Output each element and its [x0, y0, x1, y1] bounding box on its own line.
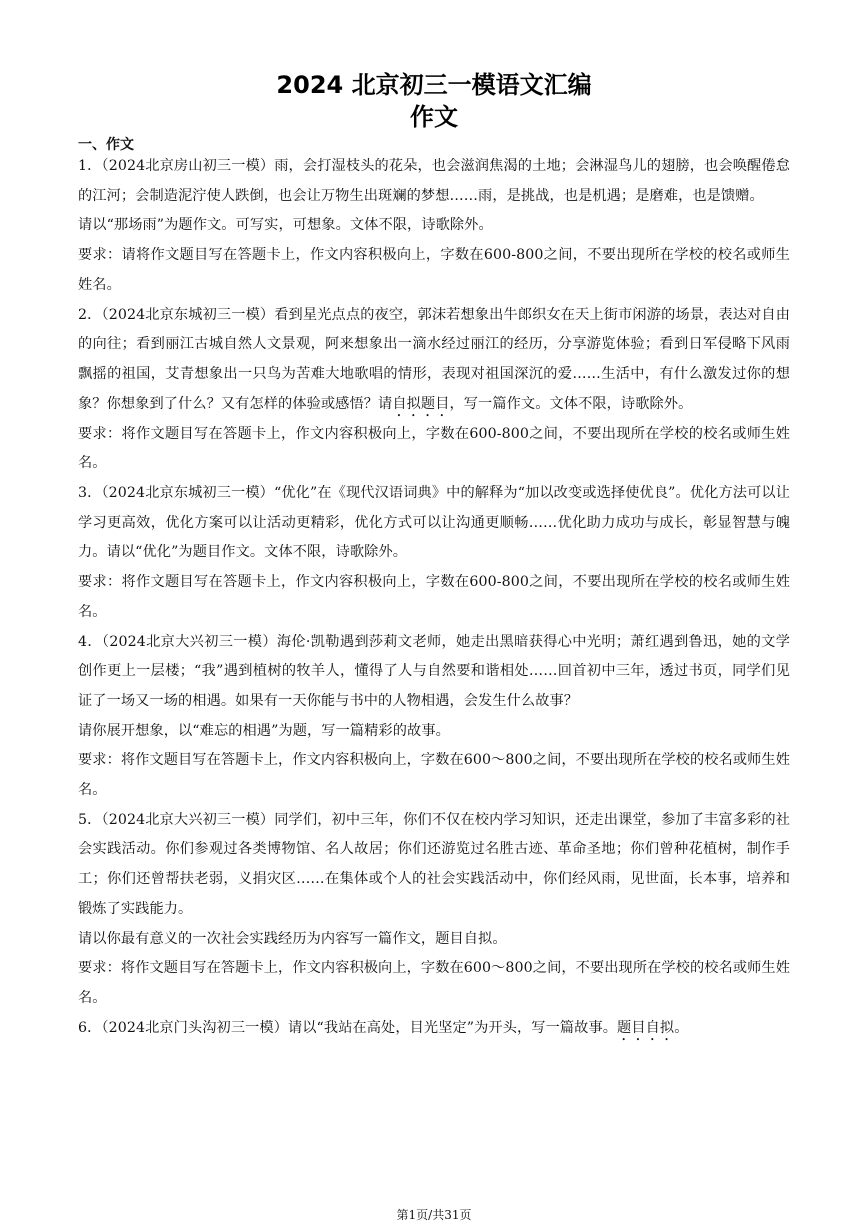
q6-intro-tail: 。 — [674, 1019, 689, 1036]
q1-prompt: 请以“那场雨”为题作文。可写实，可想象。文体不限，诗歌除外。 — [78, 217, 493, 234]
q3-intro: 3．（2024北京东城初三一模）“优化”在《现代汉语词典》中的解释为“加以改变或选择使优良”。优化方法可以让学习更高效，优化方案可以让活动更精彩，优化方式可以让沟通更顺畅……优化助力成功与成长，彰显智慧与魄力。请以“优化”为题目作文。文体不限，诗歌除外。 — [78, 485, 790, 561]
q1-requirement: 要求：请将作文题目写在答题卡上，作文内容积极向上，字数在600-800之间，不要出现所在学校的校名或师生姓名。 — [78, 247, 790, 293]
q6-emphasis: 题目自拟 — [617, 1019, 675, 1036]
page-footer: 第1页/共31页 — [396, 1208, 472, 1222]
q2-intro — [78, 301, 790, 420]
q5-intro: 5．（2024北京大兴初三一模）同学们，初中三年，你们不仅在校内学习知识，还走出课堂，参加了丰富多彩的社会实践活动。你们参观过各类博物馆、名人故居；你们还游览过名胜古迹、革命圣地；你们曾种花植树，制作手工；你们还曾帮扶老弱，义捐灾区……在集体或个人的社会实践活动中，你们经风雨，见世面，长本事，培养和锻炼了实践能力。 — [78, 811, 790, 917]
q2-intro-text: 2．（2024北京东城初三一模）看到星光点点的夜空，郭沫若想象出牛郎织女在天上街市闲游的场景，表达对自由的向往；看到丽江古城自然人文景观，阿来想象出一滴水经过丽江的经历，分享游览体验；看到日军侵略下风雨飘摇的祖国，艾青想象出一只鸟为苦难大地歌唱的情形，表现对祖国深沉的爱……生活中，有什么激发过你的想象？你想象到了什么？又有怎样的体验或感悟？请 — [78, 306, 790, 412]
q2-intro-tail: ，写一篇作文。文体不限，诗歌除外。 — [449, 395, 693, 412]
q4-prompt: 请你展开想象，以“难忘的相遇”为题，写一篇精彩的故事。 — [78, 722, 450, 739]
q6-intro-text: 6．（2024北京门头沟初三一模）请以“我站在高处，目光坚定”为开头，写一篇故事。 — [78, 1019, 618, 1036]
q4-intro: 4．（2024北京大兴初三一模）海伦·凯勒遇到莎莉文老师，她走出黑暗获得心中光明；萧红遇到鲁迅，她的文学创作更上一层楼；“我”遇到植树的牧羊人，懂得了人与自然要和谐相处……回首初中三年，透过书页，同学们见证了一场又一场的相遇。如果有一天你能与书中的人物相遇，会发生什么故事？ — [78, 633, 790, 709]
document-body — [78, 152, 790, 1044]
q2-requirement: 要求：将作文题目写在答题卡上，作文内容积极向上，字数在600-800之间，不要出现所在学校的校名或师生姓名。 — [78, 425, 790, 472]
q6-intro — [78, 1014, 790, 1044]
q3-requirement: 要求：将作文题目写在答题卡上，作文内容积极向上，字数在600-800之间，不要出现所在学校的校名或师生姓名。 — [78, 574, 790, 620]
document-title: 2024 北京初三一模语文汇编 — [276, 71, 592, 99]
q5-requirement: 要求：将作文题目写在答题卡上，作文内容积极向上，字数在600～800之间，不要出现所在学校的校名或师生姓名。 — [78, 960, 790, 1006]
q4-requirement: 要求：将作文题目写在答题卡上，作文内容积极向上，字数在600～800之间，不要出现所在学校的校名或师生姓名。 — [78, 752, 790, 799]
q1-intro: 1．（2024北京房山初三一模）雨，会打湿枝头的花朵，也会滋润焦渴的土地；会淋湿鸟儿的翅膀，也会唤醒倦怠的江河；会制造泥泞使人跌倒，也会让万物生出斑斓的梦想……雨，是挑战，也是机遇；是磨难，也是馈赠。 — [78, 158, 790, 204]
q2-emphasis: 自拟题目 — [392, 395, 450, 412]
q5-prompt: 请以你最有意义的一次社会实践经历为内容写一篇作文，题目自拟。 — [78, 930, 507, 947]
document-subtitle: 作文 — [410, 103, 458, 131]
section-heading: 一、作文 — [78, 137, 134, 153]
